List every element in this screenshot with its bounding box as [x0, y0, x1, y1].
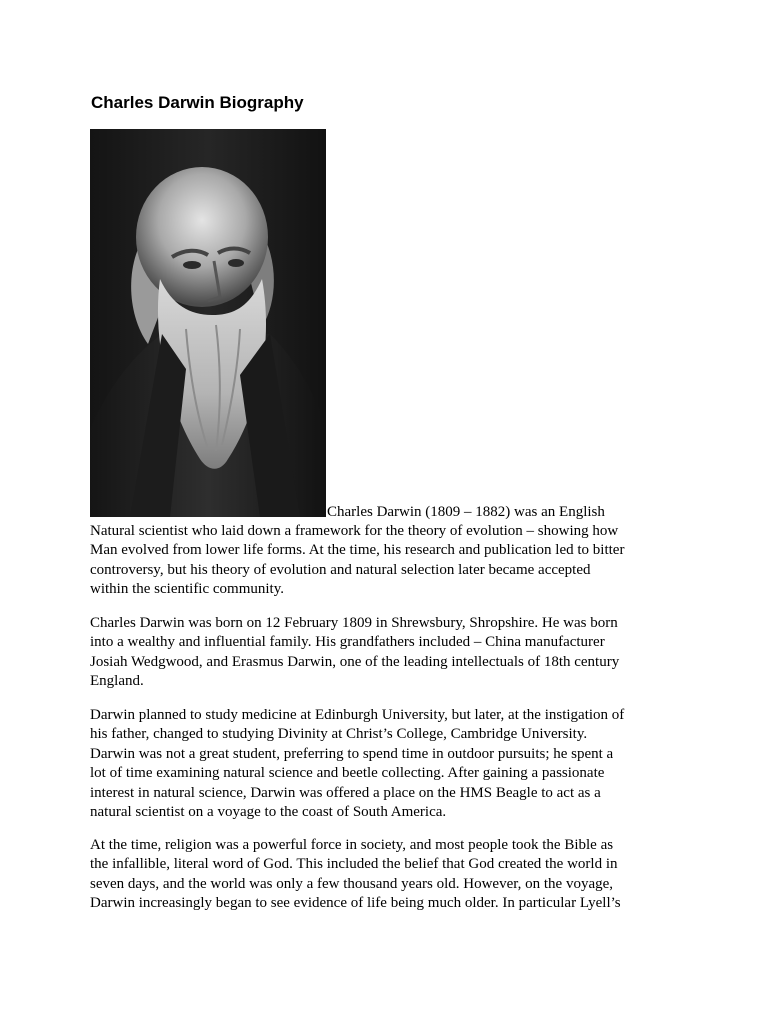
portrait-photo: [90, 129, 326, 517]
document-title: Charles Darwin Biography: [91, 93, 304, 112]
paragraph-4: At the time, religion was a powerful force in society, and most people took the Bible as the infallible, literal word of God. This included the belief that God created the world in seven days, and the world was only a few thousand years old. However, on the voyage, Darwin increasingly began to see evidence of life being much older. In particular Lyell’s: [90, 837, 621, 912]
paragraph-1: Natural scientist who laid down a framework for the theory of evolution – showing how Man evolved from lower life forms. At the time, his research and publication led to bitter controversy, but his theory of evolution and natural selection later became accepted within the scientific community.: [90, 523, 625, 598]
paragraph-1-lead: Charles Darwin (1809 – 1882) was an English: [327, 504, 605, 520]
paragraph-3: Darwin planned to study medicine at Edinburgh University, but later, at the instigation of his father, changed to studying Divinity at Christ’s College, Cambridge University. Darwin was not a great student, preferring to spend time in outdoor pursuits; he spent a lot of time examining natural science and beetle collecting. After gaining a passionate interest in natural science, Darwin was offered a place on the HMS Beagle to act as a natural scientist on a voyage to the coast of South America.: [90, 707, 625, 821]
paragraph-2: Charles Darwin was born on 12 February 1809 in Shrewsbury, Shropshire. He was born into a wealthy and influential family. His grandfathers included – China manufacturer Josiah Wedgwood, and Erasmus Darwin, one of the leading intellectuals of 18th century England.: [90, 615, 620, 690]
